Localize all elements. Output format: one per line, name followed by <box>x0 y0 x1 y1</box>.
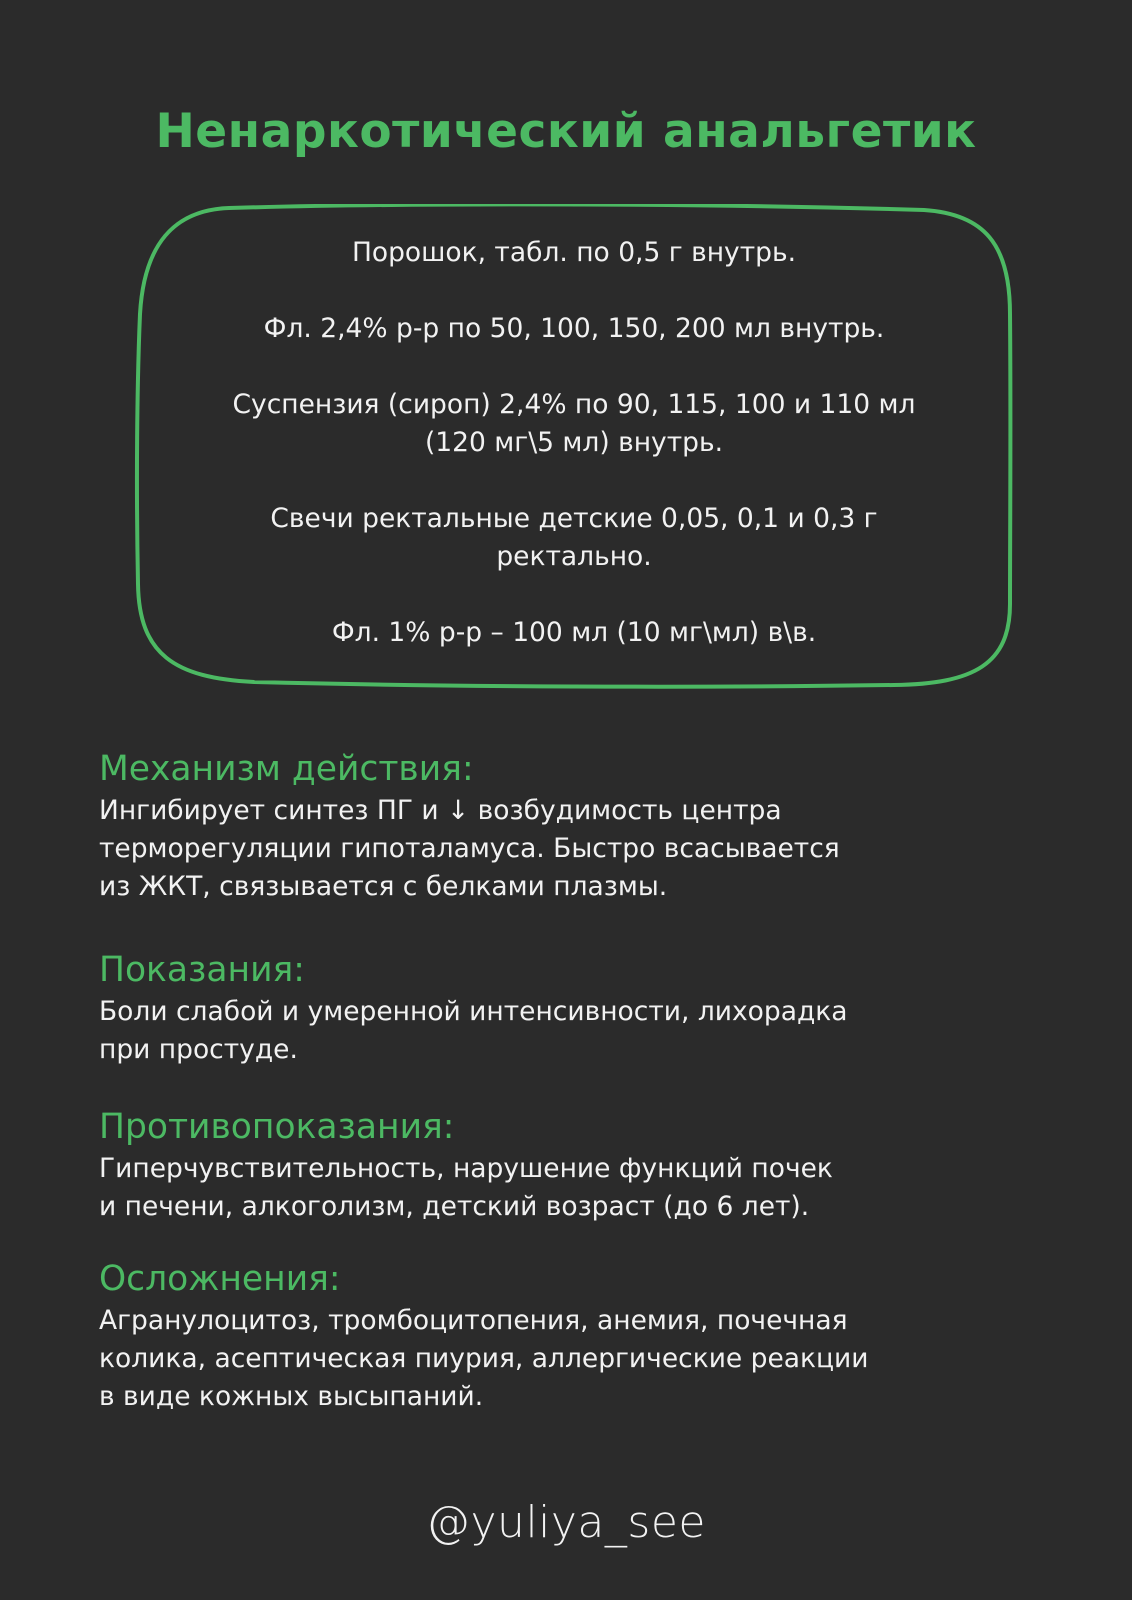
mechanism-section <box>99 748 999 906</box>
dosage-form-item: Свечи ректальные детские 0,05, 0,1 и 0,3 г ректально. <box>270 503 878 572</box>
dosage-form-item: Суспензия (сироп) 2,4% по 90, 115, 100 и 110 мл (120 мг\5 мл) внутрь. <box>232 389 916 458</box>
dosage-forms-list <box>134 234 1014 652</box>
indications-text: Боли слабой и умеренной интенсивности, лихорадка при простуде. <box>99 996 848 1065</box>
contraindications-text: Гиперчувствительность, нарушение функций почек и печени, алкоголизм, детский возраст (до 6 лет). <box>99 1153 833 1222</box>
complications-section <box>99 1258 999 1416</box>
contraindications-heading: Противопоказания: <box>99 1107 455 1147</box>
contraindications-section <box>99 1106 999 1226</box>
complications-heading: Осложнения: <box>99 1259 341 1299</box>
indications-heading: Показания: <box>99 950 305 990</box>
author-signature: @yuliya_see <box>426 1497 706 1548</box>
mechanism-text: Ингибирует синтез ПГ и ↓ возбудимость центра терморегуляции гипоталамуса. Быстро всасывается из ЖКТ, связывается с белками плазмы. <box>99 795 840 902</box>
complications-text: Агранулоцитоз, тромбоцитопения, анемия, почечная колика, асептическая пиурия, аллергические реакции в виде кожных высыпаний. <box>99 1305 869 1412</box>
mechanism-heading: Механизм действия: <box>99 749 474 789</box>
dosage-form-item: Порошок, табл. по 0,5 г внутрь. <box>351 237 797 268</box>
page-title: Ненаркотический анальгетик <box>155 104 977 159</box>
dosage-forms-box <box>134 204 1014 690</box>
dosage-form-item: Фл. 2,4% р-р по 50, 100, 150, 200 мл внутрь. <box>263 313 885 344</box>
indications-section <box>99 949 999 1069</box>
dosage-form-item: Фл. 1% р-р – 100 мл (10 мг\мл) в\в. <box>331 617 817 648</box>
